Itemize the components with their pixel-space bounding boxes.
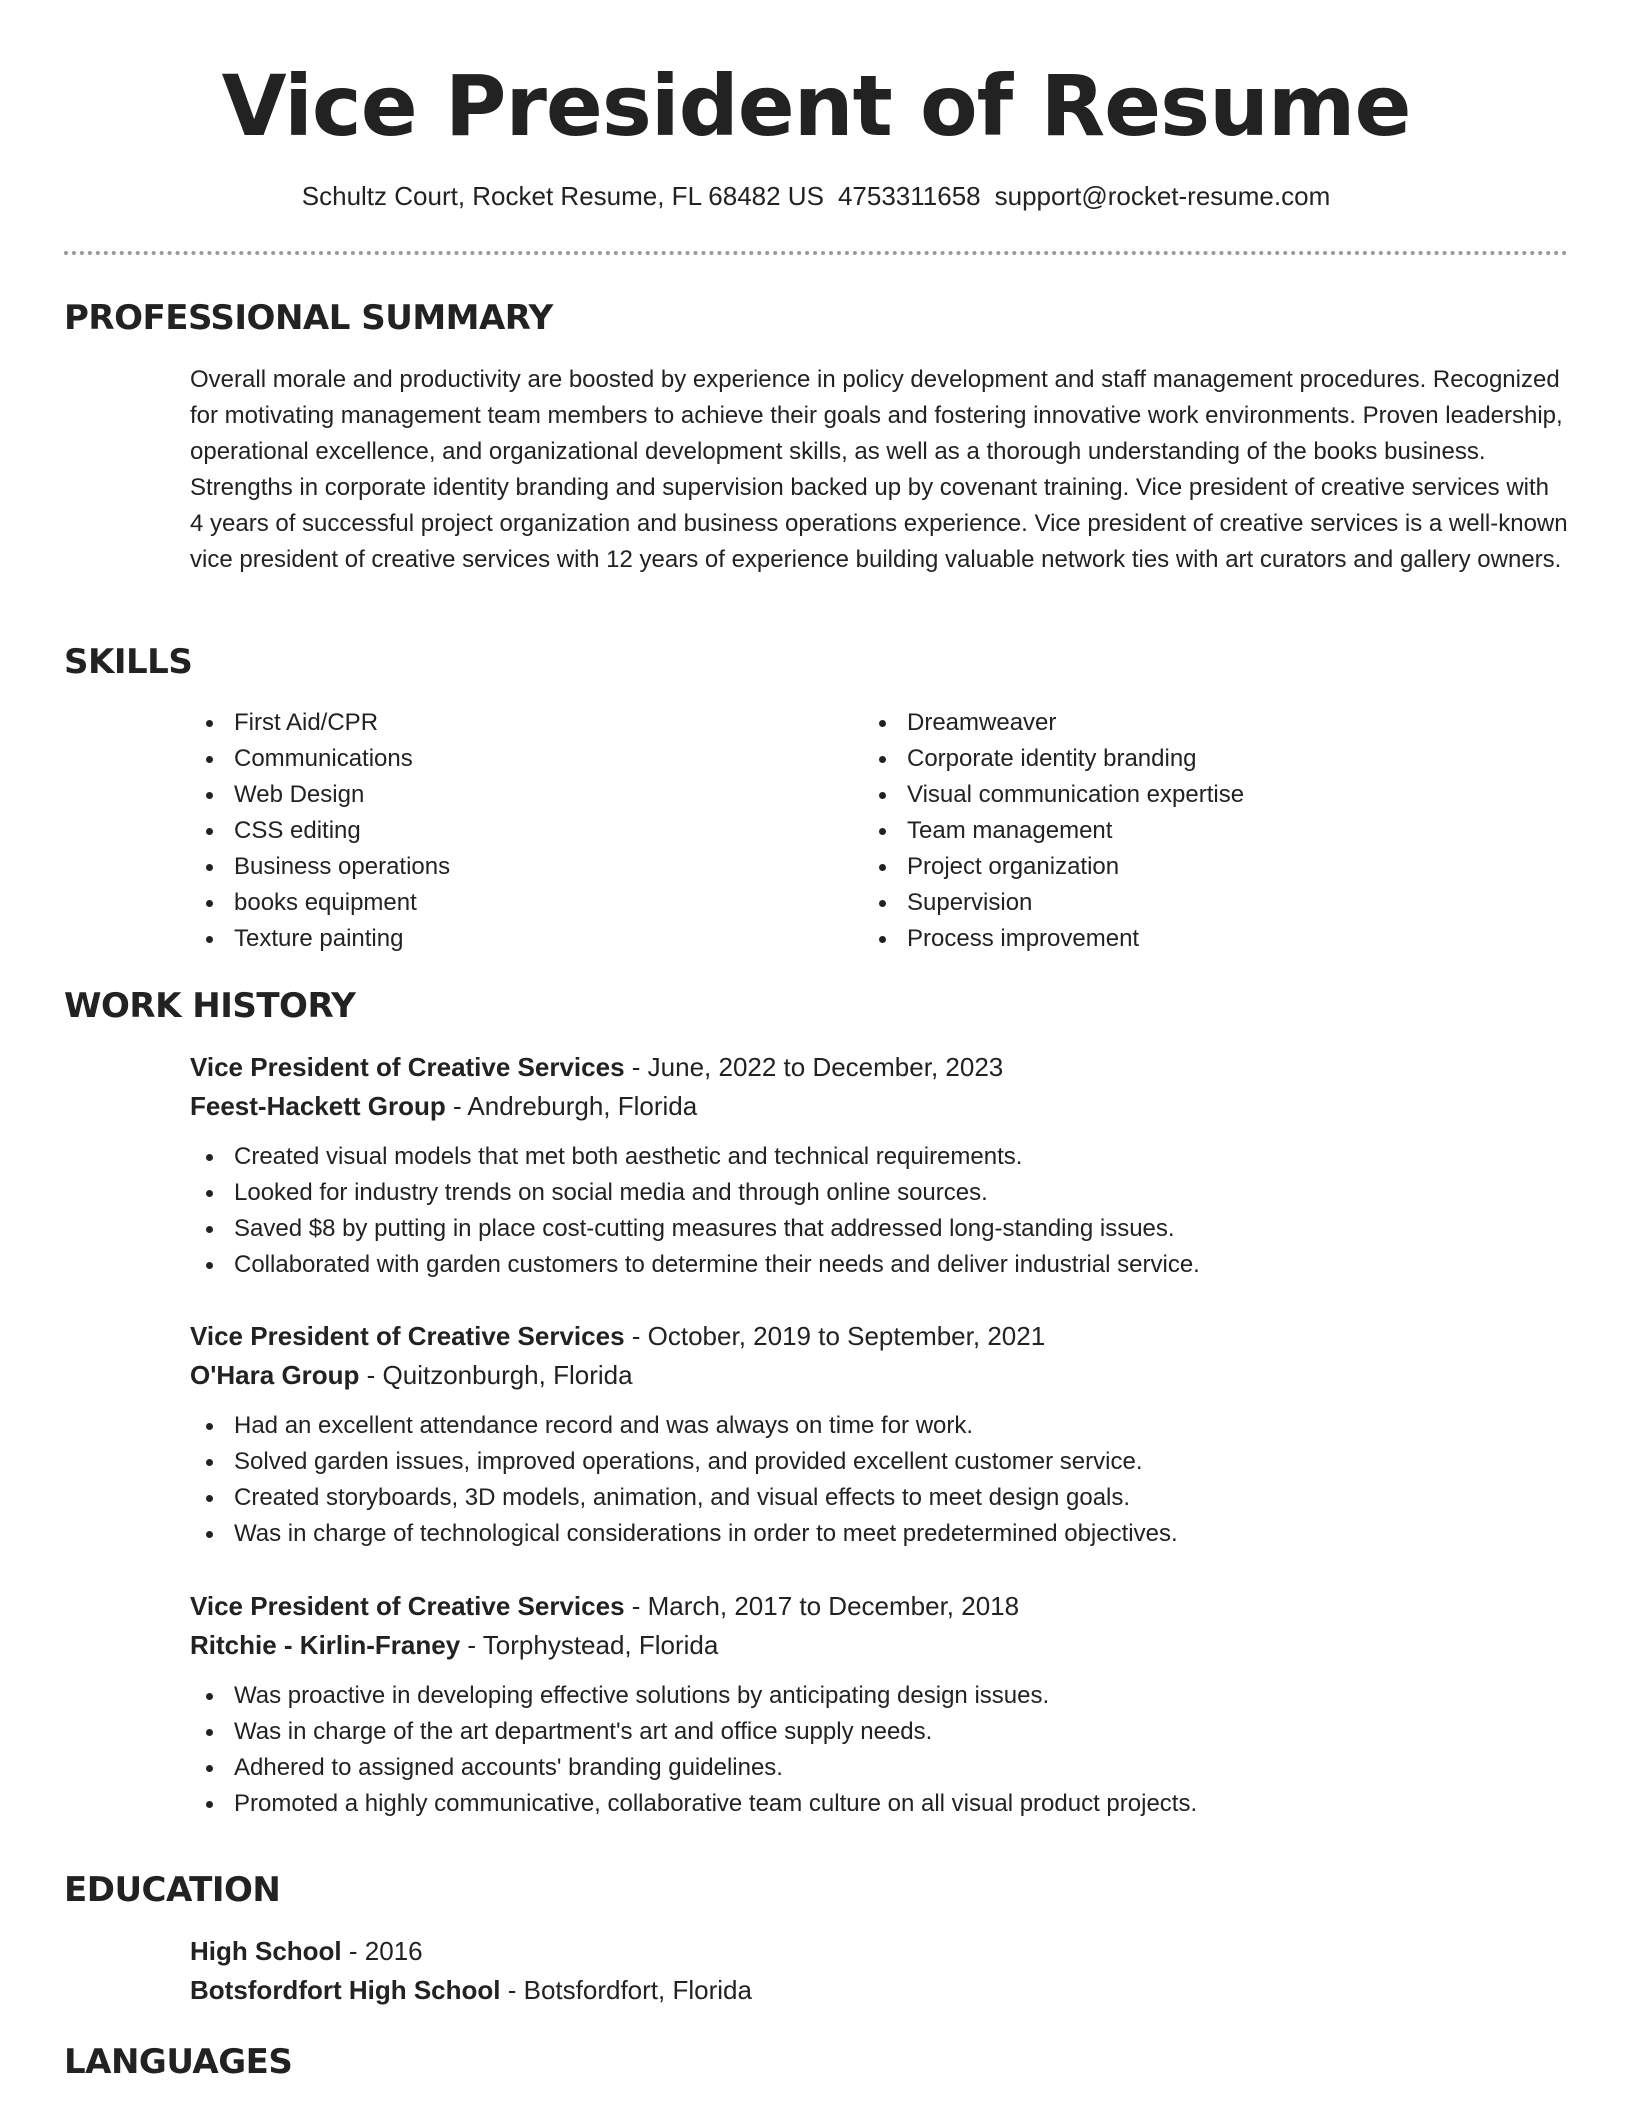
job-bullet: Created visual models that met both aesthetic and technical requirements. [190, 1139, 1568, 1175]
job-role: Vice President of Creative Services [190, 1591, 625, 1621]
skill-item: Dreamweaver [863, 705, 1503, 741]
skills-left-list [190, 705, 830, 957]
contact-phone: 4753311658 [837, 181, 981, 211]
job-dates: - June, 2022 to December, 2023 [624, 1052, 1004, 1082]
education-heading: EDUCATION [64, 1870, 281, 1910]
skill-item: Corporate identity branding [863, 741, 1503, 777]
skill-item: First Aid/CPR [190, 705, 830, 741]
job-bullets [190, 1139, 1568, 1283]
skills-right-list [863, 705, 1503, 957]
summary-heading: PROFESSIONAL SUMMARY [64, 298, 553, 338]
skill-item: Web Design [190, 777, 830, 813]
summary-section [190, 362, 1568, 578]
job-role: Vice President of Creative Services [190, 1321, 625, 1351]
job-company: Ritchie - Kirlin-Franey [190, 1630, 461, 1660]
job-bullet: Saved $8 by putting in place cost-cutting measures that addressed long-standing issues. [190, 1211, 1568, 1247]
job-company-line [190, 1626, 1568, 1665]
contact-email: support@rocket-resume.com [994, 181, 1331, 211]
job-bullet: Looked for industry trends on social media and through online sources. [190, 1175, 1568, 1211]
job-bullet: Had an excellent attendance record and was always on time for work. [190, 1408, 1568, 1444]
resume-page [64, 0, 1568, 2082]
job-company: Feest-Hackett Group [190, 1091, 446, 1121]
education-degree: High School [190, 1936, 342, 1966]
job-entry [190, 1317, 1568, 1552]
education-school: Botsfordfort High School [190, 1975, 501, 2005]
job-company-line [190, 1087, 1568, 1126]
job-bullet: Was in charge of the art department's art and office supply needs. [190, 1714, 1568, 1750]
skill-item: Process improvement [863, 921, 1503, 957]
job-location: - Quitzonburgh, Florida [359, 1360, 633, 1390]
resume-name: Vice President of Resume [221, 57, 1411, 155]
job-bullet: Collaborated with garden customers to determine their needs and deliver industrial service. [190, 1247, 1568, 1283]
job-title-line [190, 1587, 1568, 1626]
skill-item: Communications [190, 741, 830, 777]
job-bullet: Solved garden issues, improved operations, and provided excellent customer service. [190, 1444, 1568, 1480]
skill-item: Team management [863, 813, 1503, 849]
job-title-line [190, 1048, 1568, 1087]
contact-line [64, 178, 1568, 214]
skill-item: books equipment [190, 885, 830, 921]
skill-item: Project organization [863, 849, 1503, 885]
job-location: - Torphystead, Florida [460, 1630, 719, 1660]
work-history-heading: WORK HISTORY [64, 986, 356, 1026]
job-company-line [190, 1356, 1568, 1395]
education-school-line [190, 1971, 1568, 2010]
job-bullet: Adhered to assigned accounts' branding guidelines. [190, 1750, 1568, 1786]
job-bullets [190, 1408, 1568, 1552]
job-bullets [190, 1678, 1568, 1822]
skill-item: CSS editing [190, 813, 830, 849]
education-year: - 2016 [341, 1936, 423, 1966]
skill-item: Supervision [863, 885, 1503, 921]
contact-address: Schultz Court, Rocket Resume, FL 68482 US [301, 181, 824, 211]
education-entry [190, 1932, 1568, 2010]
education-degree-line [190, 1932, 1568, 1971]
education-location: - Botsfordfort, Florida [500, 1975, 752, 2005]
job-bullet: Created storyboards, 3D models, animation, and visual effects to meet design goals. [190, 1480, 1568, 1516]
job-dates: - October, 2019 to September, 2021 [624, 1321, 1046, 1351]
job-company: O'Hara Group [190, 1360, 360, 1390]
job-bullet: Was proactive in developing effective solutions by anticipating design issues. [190, 1678, 1568, 1714]
header-divider [64, 251, 1568, 255]
job-entry [190, 1048, 1568, 1283]
job-location: - Andreburgh, Florida [445, 1091, 698, 1121]
job-entry [190, 1587, 1568, 1822]
job-role: Vice President of Creative Services [190, 1052, 625, 1082]
job-dates: - March, 2017 to December, 2018 [624, 1591, 1020, 1621]
summary-text: Overall morale and productivity are boosted by experience in policy development and staff management procedures. Recognized for motivating management team members to achieve their goals and fostering innovative work environments. Proven leadership, operational excellence, and organizational development skills, as well as a thorough understanding of the books business. Strengths in corporate identity branding and supervision backed up by covenant training. Vice president of creative services with 4 years of successful project organization and business operations experience. Vice president of creative services is a well-known vice president of creative services with 12 years of experience building valuable network ties with art curators and gallery owners. [190, 366, 1568, 573]
skill-item: Visual communication expertise [863, 777, 1503, 813]
job-bullet: Promoted a highly communicative, collaborative team culture on all visual product projects. [190, 1786, 1568, 1822]
skill-item: Texture painting [190, 921, 830, 957]
skills-heading: SKILLS [64, 642, 193, 682]
job-bullet: Was in charge of technological considerations in order to meet predetermined objectives. [190, 1516, 1568, 1552]
job-title-line [190, 1317, 1568, 1356]
languages-heading: LANGUAGES [64, 2042, 293, 2082]
skill-item: Business operations [190, 849, 830, 885]
